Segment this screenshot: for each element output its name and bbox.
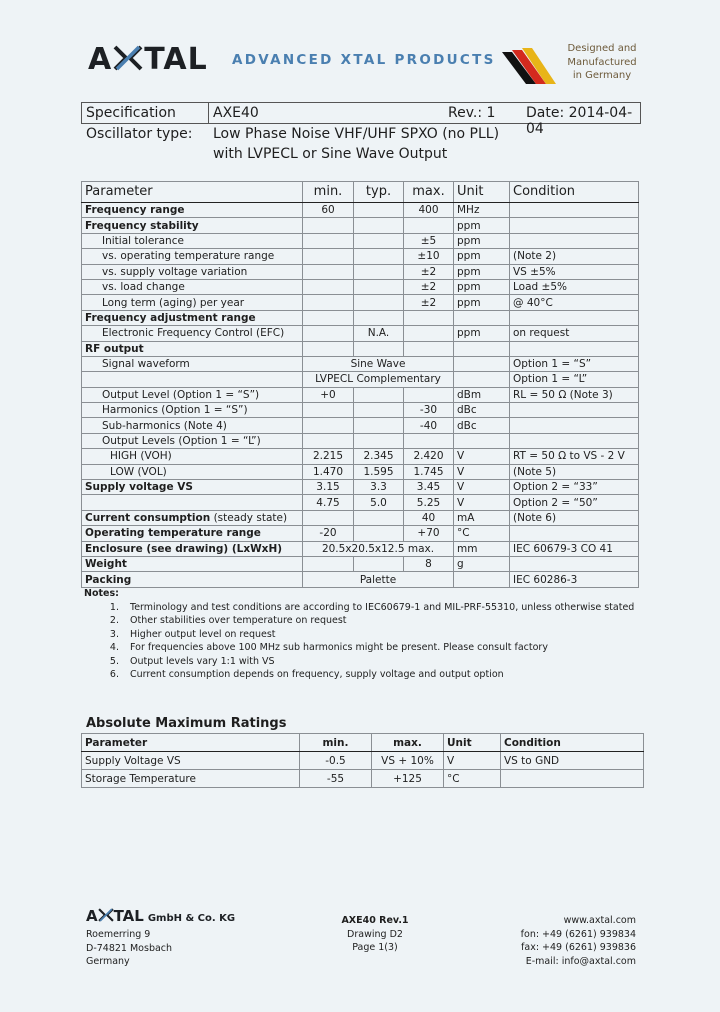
oscillator-type-line2: with LVPECL or Sine Wave Output [213,146,448,162]
email-link[interactable]: E-mail: info@axtal.com [525,955,636,967]
revision: Rev.: 1 [448,105,496,121]
company-logo: A TAL [88,42,208,77]
website-link[interactable]: www.axtal.com [563,915,636,926]
table-row: Output Levels (Option 1 = “L”) [82,433,639,448]
amr-table [81,733,644,788]
spec-label: Specification [86,105,176,121]
table-row: Output Level (Option 1 = “S”) +0 dBm RL = 50 Ω (Note 3) [82,387,639,402]
spec-table [81,181,639,588]
table-header: Parameter min. typ. max. Unit Condition [82,182,639,203]
table-row: vs. supply voltage variation ±2 ppm VS ±5% [82,264,639,279]
table-row: vs. operating temperature range ±10 ppm (Note 2) [82,249,639,264]
footer-address: Roemerring 9 D-74821 Mosbach Germany [86,929,173,967]
note-item: 5. Output levels vary 1:1 with VS [122,655,634,669]
table-row: Sub-harmonics (Note 4) -40 dBc [82,418,639,433]
table-row: Frequency stability ppm [82,218,639,233]
table-row: Harmonics (Option 1 = “S”) -30 dBc [82,403,639,418]
footer-logo: A TAL GmbH & Co. KG [86,907,236,925]
table-row: 4.75 5.0 5.25 V Option 2 = “50” [82,495,639,510]
note-item: 2. Other stabilities over temperature on request [122,614,634,628]
table-row: Packing Palette IEC 60286-3 [82,572,639,587]
table-row: LVPECL Complementary Option 1 = “L” [82,372,639,387]
footer-doc-info: AXE40 Rev.1 Drawing D2 Page 1(3) [341,915,409,953]
table-row: Supply Voltage VS -0.5 VS + 10% V VS to GND [82,752,644,770]
notes: Notes: 1. Terminology and test conditions are according to IEC60679-1 and MIL-PRF-55310, unless otherwise stated 2. Other stabilities over temperature on request 3. Higher output level on request 4. For frequencies above 100 MHz sub harmonics might be present. Please consult factory 5. Output levels vary 1:1 with VS 6. Current consumption depends on frequency, supply voltage and output option [84,587,634,682]
table-row: Operating temperature range -20 +70 °C [82,526,639,541]
amr-header: Parameter min. max. Unit Condition [82,734,644,752]
table-row: LOW (VOL) 1.470 1.595 1.745 V (Note 5) [82,464,639,479]
x-logo-icon [98,908,114,922]
note-item: 1. Terminology and test conditions are according to IEC60679-1 and MIL-PRF-55310, unless otherwise stated [122,601,634,615]
oscillator-type-label: Oscillator type: [86,126,193,142]
table-row: RF output [82,341,639,356]
table-row: Initial tolerance ±5 ppm [82,233,639,248]
note-item: 3. Higher output level on request [122,628,634,642]
oscillator-type-line1: Low Phase Noise VHF/UHF SPXO (no PLL) [213,126,500,142]
table-row: Frequency range 60 400 MHz [82,203,639,218]
table-row: Long term (aging) per year ±2 ppm @ 40°C [82,295,639,310]
table-row: Electronic Frequency Control (EFC) N.A. ppm on request [82,326,639,341]
table-row: Storage Temperature -55 +125 °C [82,770,644,788]
date: Date: 2014-04-04 [526,105,633,137]
table-row: Weight 8 g [82,556,639,571]
note-item: 4. For frequencies above 100 MHz sub harmonics might be present. Please consult factory [122,641,634,655]
amr-title: Absolute Maximum Ratings [86,716,287,731]
note-item: 6. Current consumption depends on frequency, supply voltage and output option [122,668,634,682]
tagline: ADVANCED XTAL PRODUCTS [232,52,496,68]
x-logo-icon [113,45,143,71]
table-row: Supply voltage VS 3.15 3.3 3.45 V Option 2 = “33” [82,480,639,495]
germany-flag-icon [500,44,562,86]
table-row: Enclosure (see drawing) (LxWxH) 20.5x20.5x12.5 max. mm IEC 60679-3 CO 41 [82,541,639,556]
table-row: vs. load change ±2 ppm Load ±5% [82,279,639,294]
model-number: AXE40 [213,105,259,121]
table-row: Signal waveform Sine Wave Option 1 = “S” [82,356,639,371]
designed-in-germany: Designed and Manufactured in Germany [567,43,637,81]
table-row: Frequency adjustment range [82,310,639,325]
table-row: HIGH (VOH) 2.215 2.345 2.420 V RT = 50 Ω to VS - 2 V [82,449,639,464]
table-row: Current consumption (steady state) 40 mA (Note 6) [82,510,639,525]
footer-contact: www.axtal.com fon: +49 (6261) 939834 fax: +49 (6261) 939836 E-mail: info@axtal.com [500,914,636,968]
